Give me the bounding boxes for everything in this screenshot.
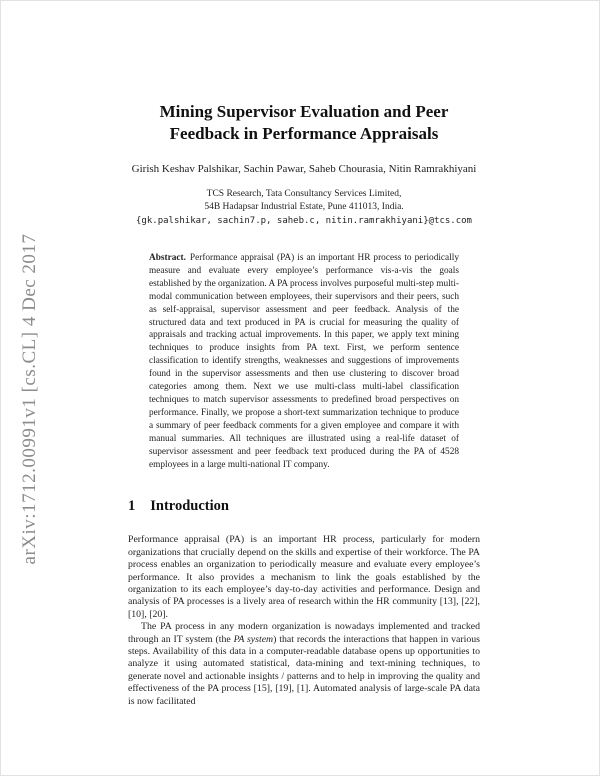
paper-content — [128, 1, 480, 708]
arxiv-watermark: arXiv:1712.00991v1 [cs.CL] 4 Dec 2017 — [19, 233, 40, 565]
paper-title — [128, 101, 480, 145]
intro-paragraph-2 — [128, 621, 480, 708]
abstract-text: Performance appraisal (PA) is an important HR process to periodically measure and evaluate every employee’s performance vis-a-vis the goals established by the organization. A PA process involves purposeful multi-step multi-modal communication between employees, their supervisors and their peers, such as self-appraisal, supervisor assessment and peer feedback. Analysis of the structured data and text produced in PA is crucial for measuring the quality of appraisals and tracking actual improvements. In this paper, we apply text mining techniques to produce insights from PA text. First, we perform sentence classification to identify strengths, weaknesses and suggestions of improvements found in the supervisor assessments and then use clustering to discover broad categories among them. Next we use multi-class multi-label classification techniques to match supervisor assessments to predefined broad perspectives on performance. Finally, we propose a short-text summarization technique to produce a summary of peer feedback comments for a given employee and compare it with manual summaries. All techniques are illustrated using a real-life dataset of supervisor assessment and peer feedback text produced during the PA of 4528 employees in a large multi-national IT company. — [149, 253, 459, 470]
author-list: Girish Keshav Palshikar, Sachin Pawar, Saheb Chourasia, Nitin Ramrakhiyani — [131, 163, 477, 175]
intro-paragraph-2-text-a: The PA process in any modern organization is nowadays implemented and tracked through an IT system (the — [128, 621, 480, 645]
section-heading-introduction — [128, 498, 480, 515]
title-line-1: Mining Supervisor Evaluation and Peer — [159, 102, 449, 121]
title-line-2: Feedback in Performance Appraisals — [169, 124, 439, 143]
intro-paragraph-1: Performance appraisal (PA) is an important HR process, particularly for modern organizations that crucially depend on the skills and expertise of their workforce. The PA process enables an organization to periodically measure and evaluate every employee’s performance. It also provides a mechanism to link the goals established by the organization to its each employee’s day-to-day activities and performance. Design and analysis of PA processes is a lively area of research within the HR community [13], [22], [10], [20]. — [128, 534, 480, 620]
email-line: {gk.palshikar, sachin7.p, saheb.c, nitin.ramrakhiyani}@tcs.com — [136, 216, 472, 226]
abstract-block — [149, 252, 459, 471]
intro-paragraph-2-text-b: ) that records the interactions that happen in various steps. Availability of this data in a computer-readable database opens up opportunities to analyze it using automated statistical, data-mining and text-mining techniques, to generate novel and actionable insights / patterns and to help in improving the quality and effectiveness of the PA process [15], [19], [1]. Automated analysis of large-scale PA data is now facilitated — [128, 633, 480, 707]
affiliation — [128, 188, 480, 213]
affiliation-line-1: TCS Research, Tata Consultancy Services Limited, — [206, 189, 402, 199]
abstract-label: Abstract. — [149, 253, 186, 263]
section-number: 1 — [128, 498, 136, 515]
pa-system-italic: PA system — [233, 633, 274, 645]
section-title: Introduction — [150, 498, 229, 515]
affiliation-line-2: 54B Hadapsar Industrial Estate, Pune 411013, India. — [204, 201, 404, 212]
